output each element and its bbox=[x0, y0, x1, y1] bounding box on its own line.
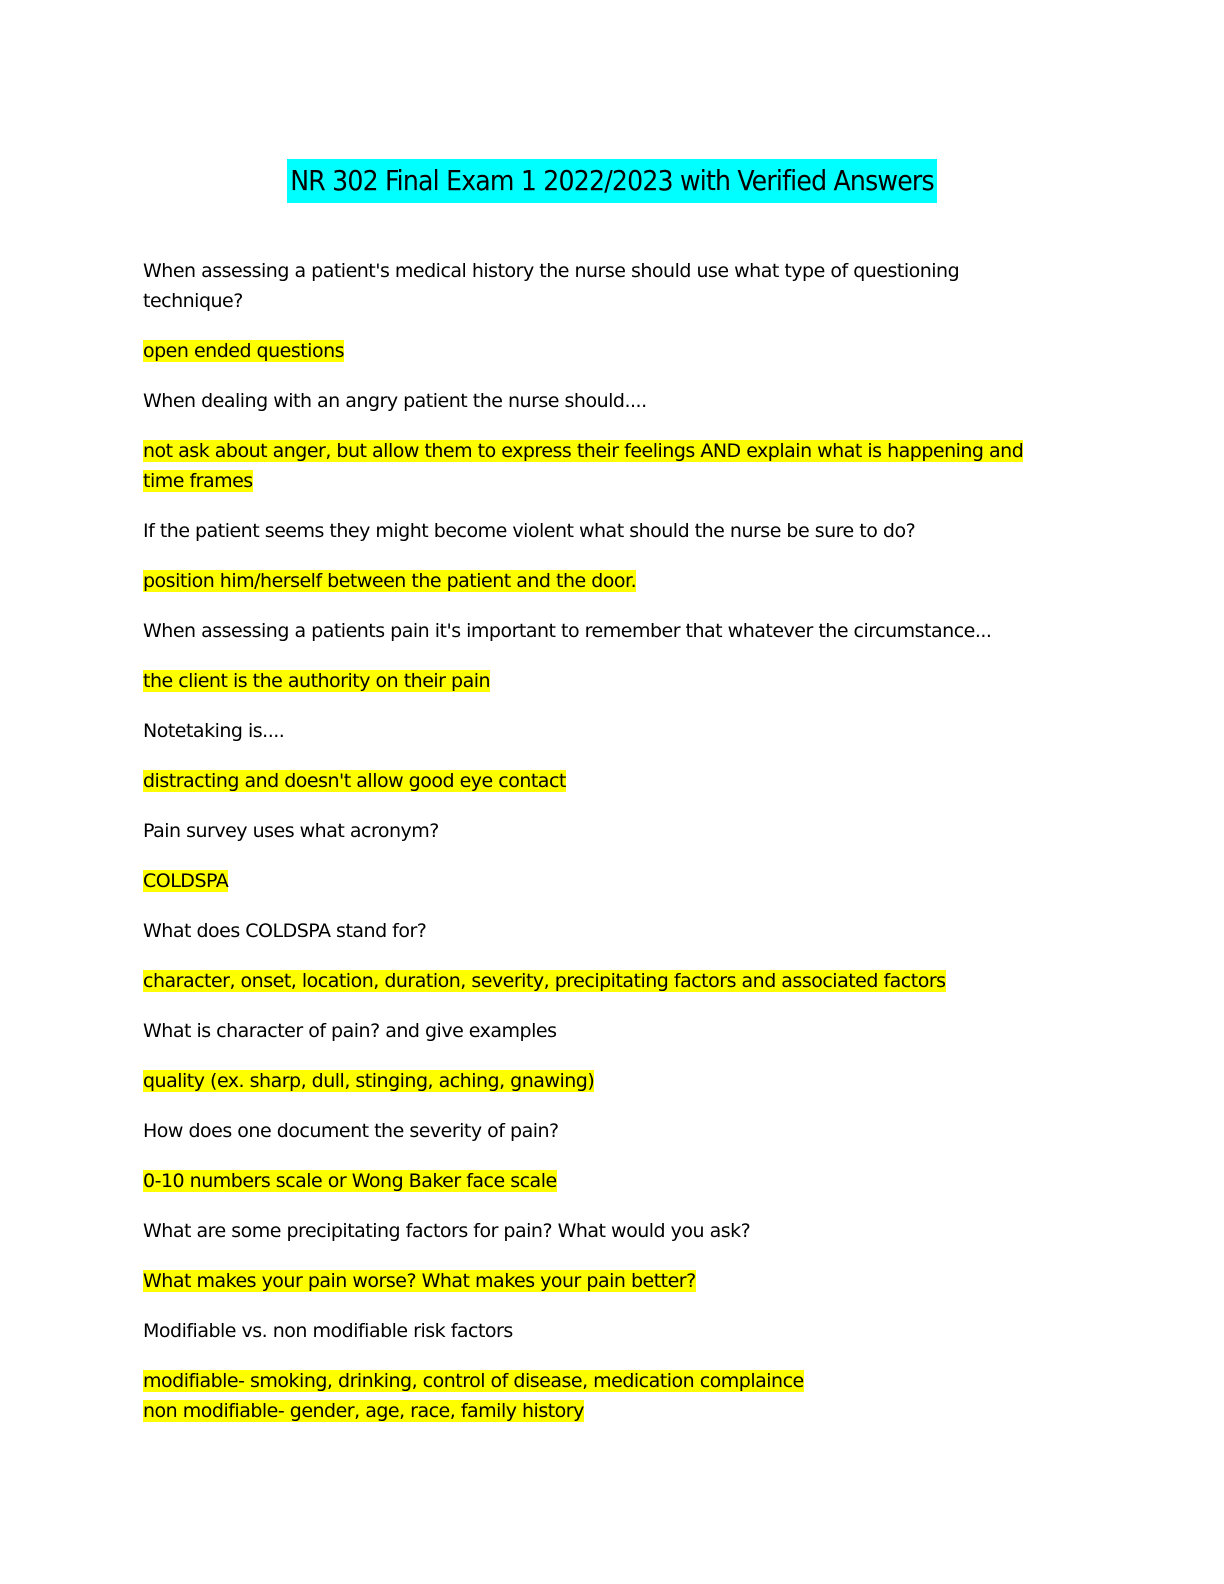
qa-list bbox=[143, 256, 1043, 1446]
question-11: Modifiable vs. non modifiable risk factors bbox=[143, 1320, 513, 1342]
answer-2-text: not ask about anger, but allow them to express their feelings AND explain what is happening and time frames bbox=[143, 440, 1024, 492]
answer-7 bbox=[143, 966, 1043, 996]
question-8: What is character of pain? and give examples bbox=[143, 1020, 557, 1042]
answer-5-text: distracting and doesn't allow good eye contact bbox=[143, 770, 566, 792]
answer-4 bbox=[143, 666, 1043, 696]
answer-10 bbox=[143, 1266, 1043, 1296]
answer-6-text: COLDSPA bbox=[143, 870, 229, 892]
answer-3-text: position him/herself between the patient and the door. bbox=[143, 570, 637, 592]
answer-11-line-2 bbox=[143, 1396, 1043, 1426]
answer-2 bbox=[143, 436, 1043, 496]
answer-1 bbox=[143, 336, 1043, 366]
answer-9 bbox=[143, 1166, 1043, 1196]
answer-11-text-2: non modifiable- gender, age, race, family history bbox=[143, 1400, 584, 1422]
answer-6 bbox=[143, 866, 1043, 896]
question-7: What does COLDSPA stand for? bbox=[143, 920, 427, 942]
answer-5 bbox=[143, 766, 1043, 796]
answer-8 bbox=[143, 1066, 1043, 1096]
question-3: If the patient seems they might become violent what should the nurse be sure to do? bbox=[143, 520, 916, 542]
question-4: When assessing a patients pain it's important to remember that whatever the circumstance... bbox=[143, 620, 992, 642]
question-2: When dealing with an angry patient the nurse should.... bbox=[143, 390, 647, 412]
answer-7-text: character, onset, location, duration, severity, precipitating factors and associated factors bbox=[143, 970, 946, 992]
answer-11-text-1: modifiable- smoking, drinking, control of disease, medication complaince bbox=[143, 1370, 804, 1392]
answer-1-text: open ended questions bbox=[143, 340, 345, 362]
question-6: Pain survey uses what acronym? bbox=[143, 820, 439, 842]
question-9: How does one document the severity of pain? bbox=[143, 1120, 559, 1142]
question-1: When assessing a patient's medical history the nurse should use what type of questioning technique? bbox=[143, 260, 960, 312]
answer-11 bbox=[143, 1366, 1043, 1426]
answer-10-text: What makes your pain worse? What makes your pain better? bbox=[143, 1270, 696, 1292]
title-container bbox=[0, 140, 1224, 222]
question-5: Notetaking is.... bbox=[143, 720, 285, 742]
document-title: NR 302 Final Exam 1 2022/2023 with Verified Answers bbox=[287, 159, 937, 203]
question-10: What are some precipitating factors for pain? What would you ask? bbox=[143, 1220, 751, 1242]
answer-4-text: the client is the authority on their pain bbox=[143, 670, 491, 692]
answer-3 bbox=[143, 566, 1043, 596]
answer-9-text: 0-10 numbers scale or Wong Baker face scale bbox=[143, 1170, 557, 1192]
answer-8-text: quality (ex. sharp, dull, stinging, aching, gnawing) bbox=[143, 1070, 595, 1092]
answer-11-line-1 bbox=[143, 1366, 1043, 1396]
